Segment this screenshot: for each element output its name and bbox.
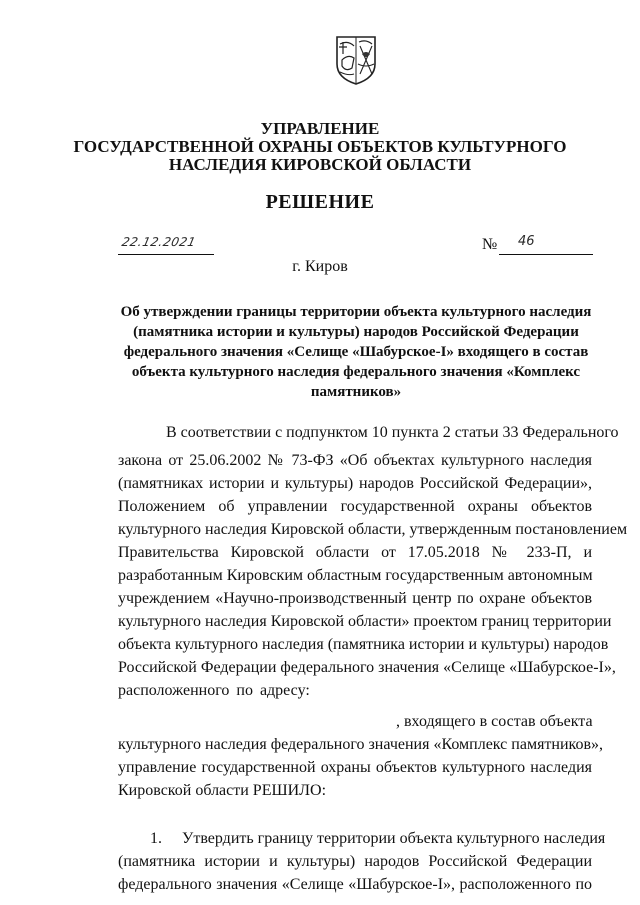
- agency-title-line-2: ГОСУДАРСТВЕННОЙ ОХРАНЫ ОБЪЕКТОВ КУЛЬТУРНОГО: [73, 137, 567, 156]
- subject-line-1: Об утверждении границы территории объекта культурного наследия: [120, 304, 592, 320]
- preamble-line: Российской Федерации федерального значения «Селище «Шабурское-I»,: [118, 659, 616, 676]
- preamble-line: Правительства Кировской области от 17.05.2018 № 233-П, и: [118, 544, 592, 561]
- coat-of-arms-icon: [334, 34, 378, 86]
- agency-title-line-3: НАСЛЕДИЯ КИРОВСКОЙ ОБЛАСТИ: [168, 155, 472, 174]
- agency-title-line-1: УПРАВЛЕНИЕ: [260, 119, 380, 138]
- preamble-line: управление государственной охраны объектов культурного наследия: [118, 759, 592, 776]
- subject-line-2: (памятника истории и культуры) народов Российской Федерации: [133, 324, 579, 340]
- item-1-line: Утвердить границу территории объекта культурного наследия: [182, 830, 606, 847]
- preamble-line: закона от 25.06.2002 № 73-ФЗ «Об объектах культурного наследия: [118, 452, 592, 469]
- preamble-line: Кировской области РЕШИЛО:: [118, 782, 327, 799]
- subject-line-5: памятников»: [310, 384, 402, 400]
- preamble-line: разработанным Кировским областным государственным автономным: [118, 567, 593, 584]
- preamble-line: Положением об управлении государственной охраны объектов: [118, 498, 592, 515]
- preamble-line: объекта культурного наследия (памятника истории и культуры) народов: [118, 636, 609, 653]
- subject-line-4: объекта культурного наследия федерального значения «Комплекс: [131, 364, 581, 380]
- item-1-line: (памятника истории и культуры) народов Российской Федерации: [118, 853, 592, 870]
- preamble-line: расположенного по адресу:: [118, 682, 310, 699]
- item-1-line: федерального значения «Селище «Шабурское-I», расположенного по: [118, 876, 592, 893]
- item-1-number: 1.: [150, 830, 162, 847]
- preamble-line: В соответствии с подпунктом 10 пункта 2 статьи 33 Федерального: [166, 424, 619, 441]
- document-number-handwritten: 46: [518, 234, 535, 249]
- document-type-heading: РЕШЕНИЕ: [265, 191, 375, 213]
- document-date-handwritten: 22.12.2021: [120, 235, 198, 249]
- document-number-label: №: [482, 236, 498, 253]
- preamble-line: культурного наследия федерального значения «Комплекс памятников»,: [118, 736, 604, 753]
- subject-line-3: федерального значения «Селище «Шабурское-I» входящего в состав: [123, 344, 589, 360]
- preamble-line: культурного наследия Кировской области, утвержденным постановлением: [118, 521, 628, 538]
- preamble-line: учреждением «Научно-производственный центр по охране объектов: [118, 590, 592, 607]
- preamble-line: , входящего в состав объекта: [396, 713, 593, 730]
- date-underline: [118, 253, 214, 255]
- document-city: г. Киров: [292, 258, 348, 275]
- preamble-line: (памятниках истории и культуры) народов Российской Федерации»,: [118, 475, 592, 492]
- number-underline: [499, 253, 593, 255]
- preamble-line: культурного наследия Кировской области» проектом границ территории: [118, 613, 612, 630]
